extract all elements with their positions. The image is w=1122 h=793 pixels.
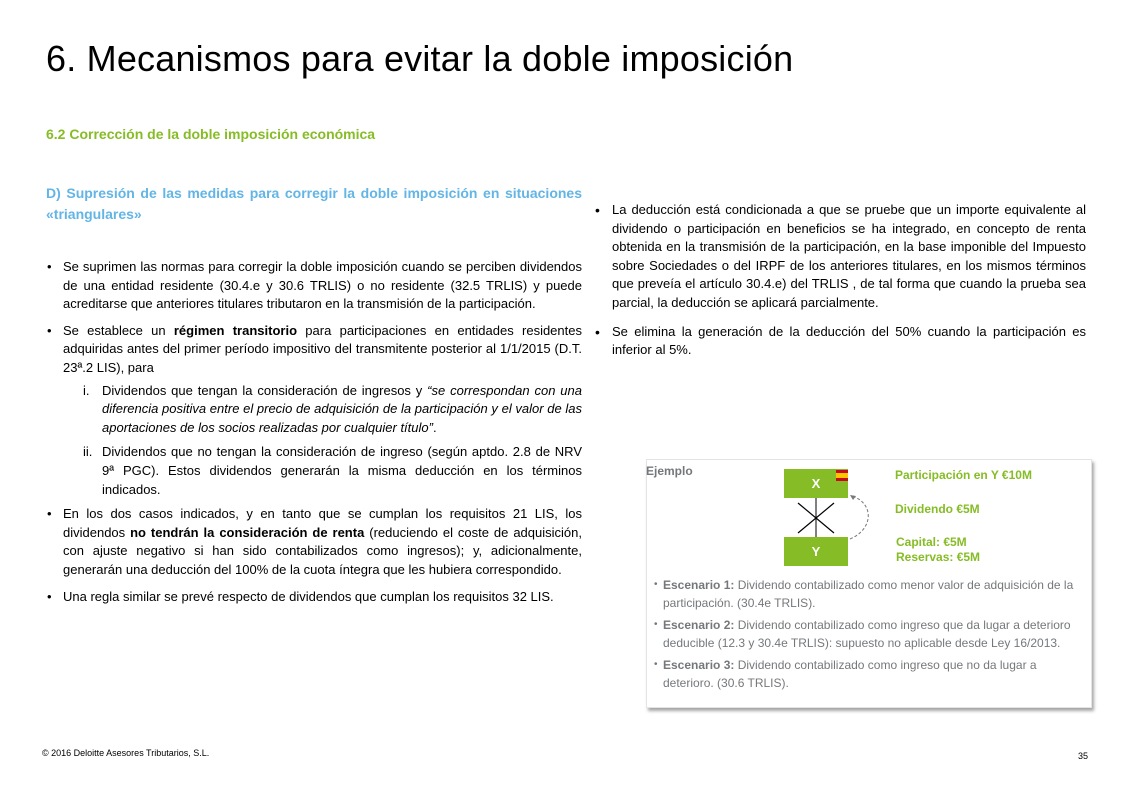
sublist-number-2: ii.	[83, 444, 93, 460]
right-bullet-2	[594, 323, 1086, 360]
example-label: Ejemplo	[646, 464, 693, 478]
footer-copyright: © 2016 Deloitte Asesores Tributarios, S.L.	[42, 748, 210, 758]
entity-x-label: X	[811, 476, 821, 491]
dividend-label: Dividendo €5M	[895, 502, 980, 516]
left-bullet-1	[46, 258, 582, 314]
left-sublist	[63, 382, 582, 500]
left-bullet-3-pre: En los dos casos indicados, y en tanto que se cumplan los requisitos 21 LIS, los dividendos	[63, 506, 582, 540]
right-column	[594, 201, 1086, 370]
scenario-3-text: Dividendo contabilizado como ingreso que no da lugar a deterioro. (30.6 TRLIS).	[663, 658, 1037, 690]
left-bullet-2-pre: Se establece un	[63, 322, 174, 338]
left-column	[46, 258, 582, 614]
capital-label: Capital: €5M	[896, 535, 967, 549]
left-bullet-3-bold: no tendrán la consideración de renta	[130, 524, 365, 540]
scenario-2-label: Escenario 2:	[663, 618, 735, 632]
participation-label: Participación en Y €10M	[895, 468, 1032, 482]
right-bullet-1-text: La deducción está condicionada a que se pruebe que un importe equivalente al dividendo o participación en beneficios se ha integrado, en concepto de renta obtenida en la transmisión de la participación, en la base imponible del Impuesto sobre Sociedades o del IRPF de los anteriores titulares, en los mismos términos que preveía el artículo 30.4.e) del TRLIS , de tal forma que cuando la prueba sea parcial, la deducción se aplicará parcialmente.	[612, 202, 1086, 310]
scenario-1-label: Escenario 1:	[663, 578, 735, 592]
scenario-2	[653, 616, 1083, 652]
page-number: 35	[1078, 751, 1089, 761]
scenario-3-label: Escenario 3:	[663, 658, 735, 672]
scenario-3	[653, 656, 1083, 692]
sublist-item-1-pre: Dividendos que tengan la consideración de ingresos y	[102, 382, 428, 398]
left-bullet-2	[46, 322, 582, 499]
sublist-item-1-quote: “se correspondan con una diferencia positiva entre el precio de adquisición de la participación y el valor de las aportaciones de los socios realizadas por cualquier título”	[102, 382, 582, 435]
scenario-list	[653, 576, 1083, 696]
page-title: 6. Mecanismos para evitar la doble imposición	[46, 38, 794, 79]
sublist-number-1: i.	[83, 382, 90, 398]
left-bullet-2-bold: régimen transitorio	[173, 322, 298, 338]
left-bullet-4	[46, 588, 582, 607]
left-bullet-3	[46, 505, 582, 579]
sublist-item-1-post: .	[432, 419, 437, 435]
dividend-arrow	[850, 496, 868, 539]
sublist-item-2	[63, 443, 582, 499]
left-bullet-2-post: para participaciones en entidades residentes adquiridas antes del primer período impositivo del transmitente posterior al 1/1/2015 (D.T. 23ª.2 LIS), para	[63, 322, 582, 375]
scenario-2-text: Dividendo contabilizado como ingreso que da lugar a deterioro deducible (12.3 y 30.4e TRLIS): supuesto no aplicable desde Ley 16/2013.	[663, 618, 1071, 650]
scenario-1	[653, 576, 1083, 612]
scenario-1-text: Dividendo contabilizado como menor valor de adquisición de la participación. (30.4e TRLIS).	[663, 578, 1074, 610]
right-bullet-1	[594, 201, 1086, 313]
reserves-label: Reservas: €5M	[896, 550, 981, 564]
left-bullet-3-post: (reduciendo el coste de adquisición, con ajuste negativo si han sido contabilizados como ingresos); y, adicionalmente, generarán una deducción del 100% de la cuota íntegra que les hubiera correspondido.	[63, 524, 582, 577]
section-subtitle: 6.2 Corrección de la doble imposición económica	[46, 126, 376, 142]
left-bullet-1-text: Se suprimen las normas para corregir la doble imposición cuando se perciben dividendos de una entidad residente (30.4.e y 30.6 TRLIS) o no residente (32.5 TRLIS) y puede acreditarse que anteriores titulares tributaron en la transmisión de la participación.	[63, 259, 582, 312]
spain-flag-icon	[836, 470, 848, 481]
right-bullet-2-text: Se elimina la generación de la deducción del 50% cuando la participación es inferior al 5%.	[612, 323, 1086, 358]
section-heading: D) Supresión de las medidas para corregir la doble imposición en situaciones «triangulares»	[46, 185, 582, 222]
entity-y-box	[784, 537, 848, 566]
left-bullet-4-text: Una regla similar se prevé respecto de dividendos que cumplan los requisitos 32 LIS.	[63, 588, 554, 604]
sublist-item-1	[63, 382, 582, 438]
relationship-diagram	[770, 495, 900, 540]
sublist-item-2-text: Dividendos que no tengan la consideración de ingreso (según aptdo. 2.8 de NRV 9ª PGC). Estos dividendos generarán la misma deducción en los términos indicados.	[102, 444, 582, 497]
entity-y-label: Y	[811, 544, 821, 559]
